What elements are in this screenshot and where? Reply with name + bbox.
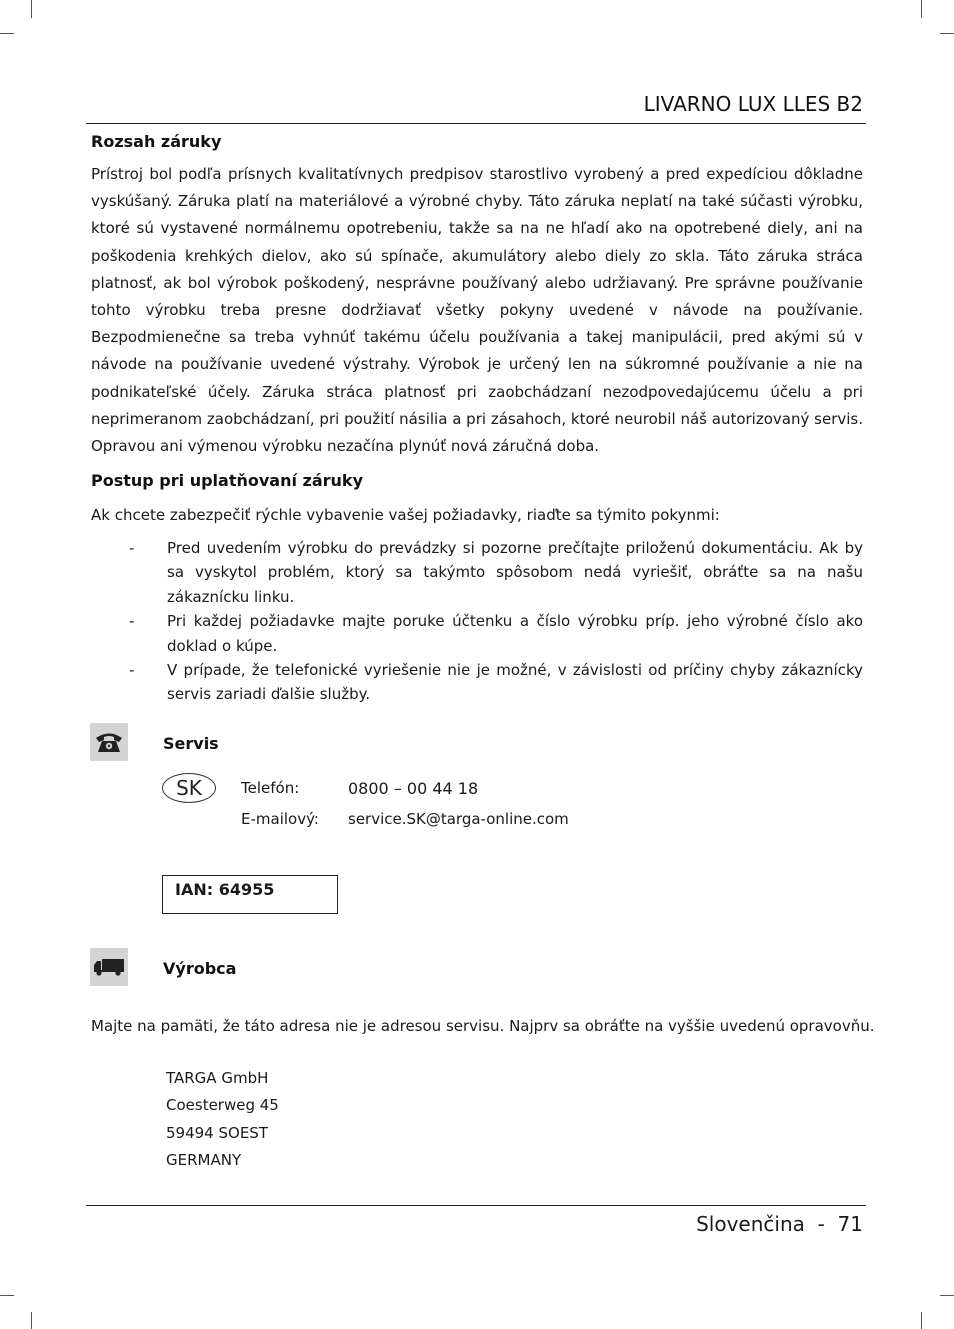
- email-value: service.SK@targa-online.com: [348, 810, 569, 828]
- warranty-scope-text: Prístroj bol podľa prísnych kvalitatívnych predpisov starostlivo vyrobený a pred expedíciou dôkladne vyskúšaný. Záruka platí na materiálové a výrobné chyby. Táto záruka neplatí na také súčasti výrobku, ktoré sú vystavené normálnemu opotrebeniu, takže sa na ne hľadí ako na opotrebené diely, ani na poškodenia krehkých dielov, ako sú spínače, akumulátory alebo diely zo skla. Táto záruka stráca platnosť, ak bol výrobok poškodený, nesprávne používaný alebo udržiavaný. Pre správne používanie tohto výrobku treba presne dodržiavať všetky pokyny uvedené v návode na používanie. Bezpodmienečne sa treba vyhnúť takému účelu používania a takej manipulácii, pred akými sú v návode na používanie uvedené výstrahy. Výrobok je určený len na súkromné používanie a nie na podnikateľské účely. Záruka stráca platnosť pri zaobchádzaní nezodpovedajúcemu účelu a pri neprimeranom zaobchádzaní, pri použití násilia a pri zásahoch, ktoré neurobil náš autorizovaný servis. Opravou ani výmenou výrobku nezačína plynúť nová záručná doba.: [91, 165, 863, 456]
- address-line: Coesterweg 45: [166, 1096, 279, 1115]
- section-heading-manufacturer: Výrobca: [163, 959, 237, 978]
- list-item-text: V prípade, že telefonické vyriešenie nie je možné, v závislosti od príčiny chyby zákaznícky servis zariadi ďalšie služby.: [167, 661, 863, 704]
- manufacturer-address: [166, 1065, 279, 1174]
- footer-page-label: Slovenčina - 71: [696, 1212, 863, 1236]
- section-heading-warranty-scope: Rozsah záruky: [91, 132, 222, 151]
- telephone-icon: [90, 723, 128, 761]
- list-item: [91, 658, 863, 707]
- address-line: GERMANY: [166, 1150, 242, 1169]
- section-heading-warranty-procedure: Postup pri uplatňovaní záruky: [91, 471, 363, 490]
- ian-box: IAN: 64955: [162, 875, 338, 914]
- footer-rule: [86, 1205, 866, 1206]
- header-title: LIVARNO LUX LLES B2: [643, 92, 863, 116]
- warranty-procedure-list: [91, 536, 863, 707]
- header-rule: [86, 123, 866, 124]
- crop-mark: [0, 1295, 14, 1296]
- list-item-text: Pred uvedením výrobku do prevádzky si pozorne prečítajte priloženú dokumentáciu. Ak by sa vyskytol problém, ktorý sa takýmto spôsobom nedá vyriešiť, obráťte sa na našu zákaznícku linku.: [167, 539, 863, 606]
- address-line: TARGA GmbH: [166, 1069, 269, 1087]
- list-item: [91, 609, 863, 658]
- phone-value: 0800 – 00 44 18: [348, 779, 479, 798]
- manufacturer-note: Majte na pamäti, že táto adresa nie je adresou servisu. Najprv sa obráťte na vyššie uvedenú opravovňu.: [91, 1017, 875, 1035]
- section-heading-service: Servis: [163, 734, 219, 753]
- truck-icon: [90, 948, 128, 986]
- warranty-procedure-intro: Ak chcete zabezpečiť rýchle vybavenie vašej požiadavky, riaďte sa týmito pokynmi:: [91, 506, 720, 524]
- list-dash: -: [129, 661, 135, 680]
- crop-mark: [921, 0, 922, 18]
- crop-mark: [31, 0, 32, 18]
- list-dash: -: [129, 539, 135, 557]
- crop-mark: [940, 1295, 954, 1296]
- crop-mark: [31, 1312, 32, 1329]
- crop-mark: [0, 33, 14, 34]
- email-label: E-mailový:: [241, 810, 319, 828]
- list-item-text: Pri každej požiadavke majte poruke účtenku a číslo výrobku príp. jeho výrobné číslo ako doklad o kúpe.: [167, 612, 863, 655]
- address-line: 59494 SOEST: [166, 1123, 268, 1142]
- list-item: [91, 536, 863, 609]
- crop-mark: [921, 1312, 922, 1329]
- phone-label: Telefón:: [241, 779, 300, 797]
- list-dash: -: [129, 612, 135, 631]
- crop-mark: [940, 33, 954, 34]
- country-badge: SK: [162, 773, 216, 803]
